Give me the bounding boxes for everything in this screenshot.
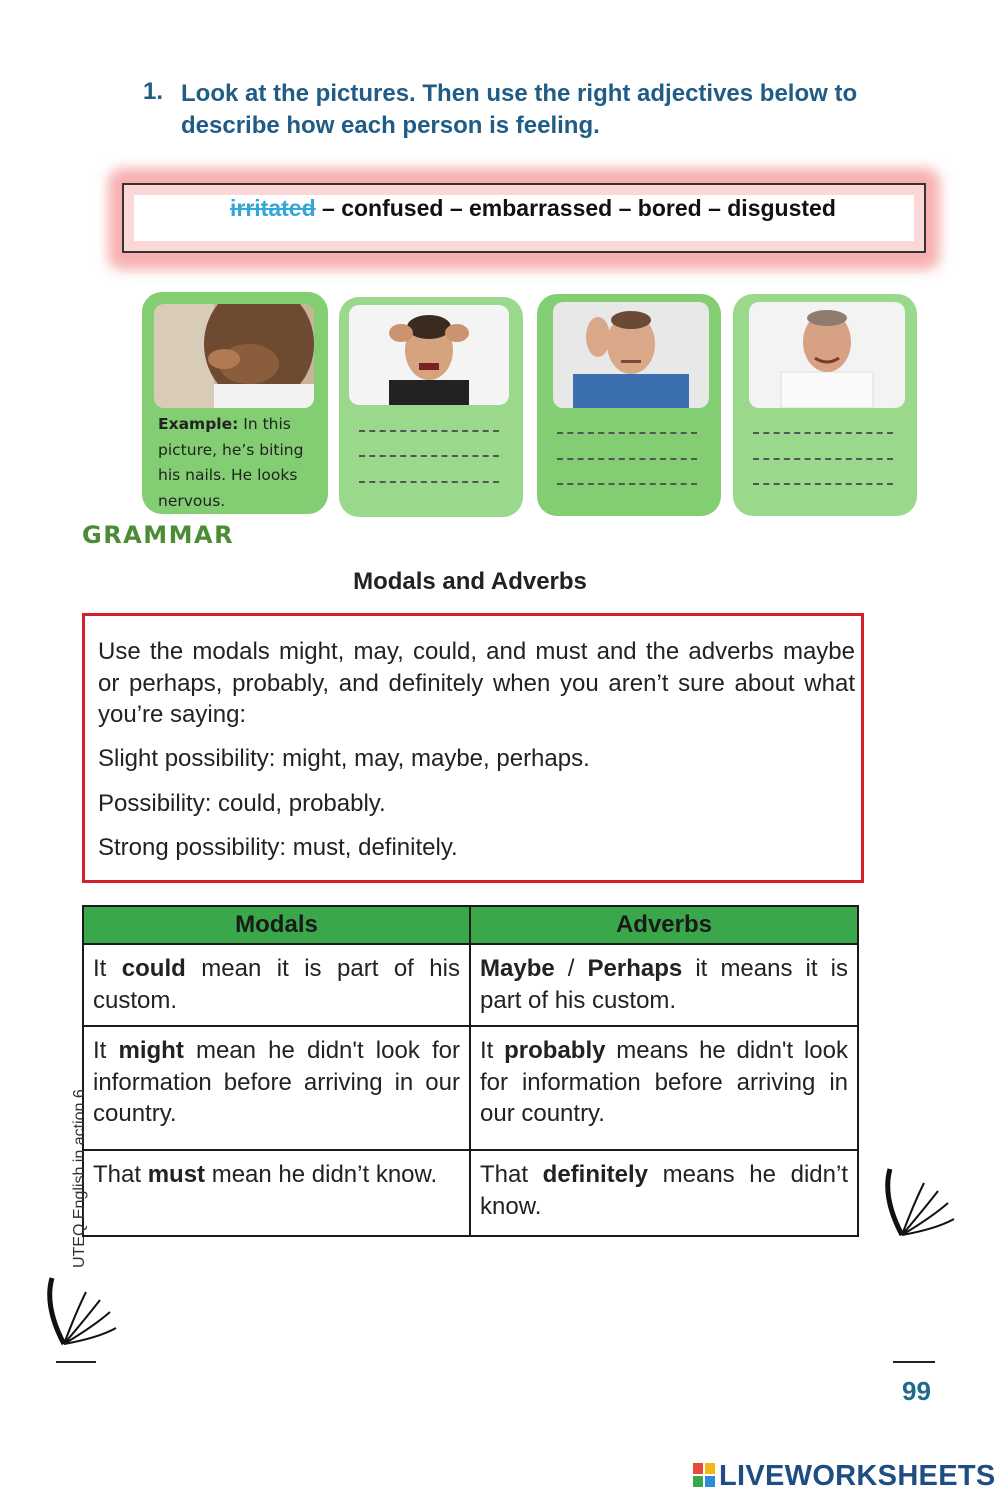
confused-man-photo-icon xyxy=(553,302,709,408)
frustrated-man-photo-icon xyxy=(349,305,509,405)
question-text: Look at the pictures. Then use the right adjectives below to describe how each person is feeling. xyxy=(181,80,858,139)
answer-line[interactable] xyxy=(753,458,893,460)
photo-man-smiling xyxy=(749,302,905,408)
footer-rule-right xyxy=(893,1361,935,1363)
grammar-subtitle: Modals and Adverbs xyxy=(353,568,587,595)
table-row xyxy=(83,944,858,1026)
answer-line[interactable] xyxy=(557,432,697,434)
book-icon xyxy=(42,1272,120,1350)
liveworksheets-brand[interactable]: LIVEWORKSHEETS xyxy=(719,1460,996,1492)
table-row xyxy=(83,1150,858,1236)
rule-strong: Strong possibility: must, definitely. xyxy=(98,834,458,861)
smiling-man-photo-icon xyxy=(749,302,905,408)
header-adverbs: Adverbs xyxy=(470,906,858,944)
modals-adverbs-table xyxy=(82,905,859,1237)
photo-man-pulling-hair xyxy=(349,305,509,405)
page-number: 99 xyxy=(902,1376,931,1406)
rule-possibility: Possibility: could, probably. xyxy=(98,790,386,817)
adverb-cell: That definitely means he didn’t know. xyxy=(470,1150,858,1236)
adverb-cell: Maybe / Perhaps it means it is part of his custom. xyxy=(470,944,858,1026)
header-modals: Modals xyxy=(83,906,470,944)
word-irritated[interactable]: irritated xyxy=(230,195,316,221)
answer-line[interactable] xyxy=(753,483,893,485)
modal-cell: It could mean it is part of his custom. xyxy=(83,944,470,1026)
adverb-cell: It probably means he didn't look for information before arriving in our country. xyxy=(470,1026,858,1150)
card-example xyxy=(142,292,328,514)
answer-line[interactable] xyxy=(557,458,697,460)
example-text: Example: In this picture, he’s biting his nails. He looks nervous. xyxy=(158,415,304,510)
photo-man-scratching-head xyxy=(553,302,709,408)
side-book-title: UTEQ English in action 6 xyxy=(71,1089,88,1268)
answer-line[interactable] xyxy=(359,455,499,457)
card-2 xyxy=(339,297,523,517)
rule-intro: Use the modals might, may, could, and must and the adverbs maybe or perhaps, probably, and definitely when you aren’t sure about what you’re saying: xyxy=(98,638,855,728)
answer-line[interactable] xyxy=(753,432,893,434)
rule-box xyxy=(82,613,864,883)
rule-slight: Slight possibility: might, may, maybe, perhaps. xyxy=(98,745,590,772)
photo-nail-biting xyxy=(154,304,314,408)
modal-cell: That must mean he didn’t know. xyxy=(83,1150,470,1236)
nail-biting-photo-icon xyxy=(154,304,314,408)
liveworksheets-logo-icon xyxy=(693,1463,715,1487)
table-header-row xyxy=(83,906,858,944)
grammar-heading: GRAMMAR xyxy=(82,521,235,549)
word-list xyxy=(230,195,836,222)
table-row xyxy=(83,1026,858,1150)
card-3 xyxy=(537,294,721,516)
book-icon xyxy=(880,1163,958,1241)
question-number: 1. xyxy=(143,78,164,105)
answer-line[interactable] xyxy=(557,483,697,485)
answer-line[interactable] xyxy=(359,430,499,432)
word-list-rest: – confused – embarrassed – bored – disgusted xyxy=(315,195,836,221)
card-4 xyxy=(733,294,917,516)
footer-rule-left xyxy=(56,1361,96,1363)
modal-cell: It might mean he didn't look for information before arriving in our country. xyxy=(83,1026,470,1150)
answer-line[interactable] xyxy=(359,481,499,483)
